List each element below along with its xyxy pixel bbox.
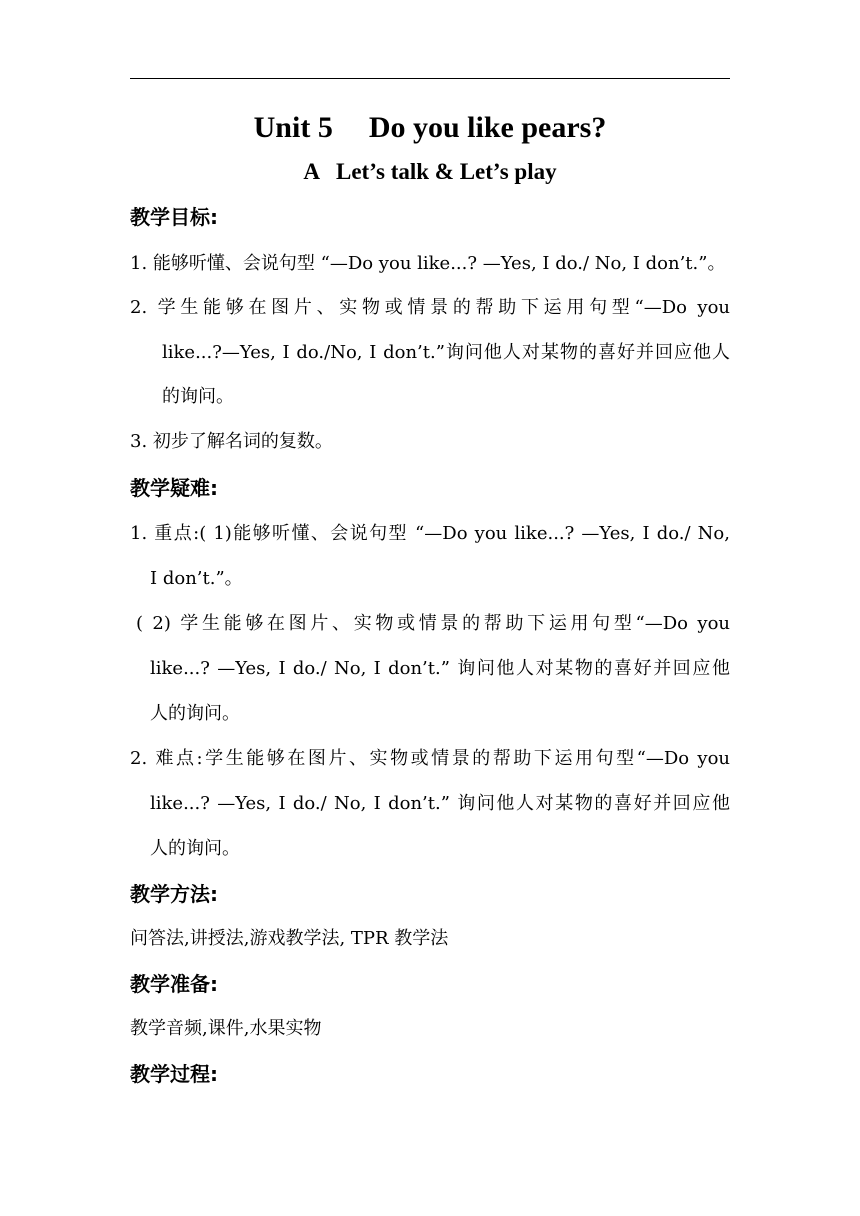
- difficulty-item-2: ( 2) 学生能够在图片、实物或情景的帮助下运用句型“—Do you: [136, 613, 730, 634]
- goal-item-2: 2. 学生能够在图片、实物或情景的帮助下运用句型“—Do you: [130, 297, 730, 318]
- difficulty-item-1: 1. 重点:( 1)能够听懂、会说句型 “—Do you like...? —Yes, I do./ No,: [130, 523, 730, 544]
- goals-heading: 教学目标:: [130, 205, 218, 229]
- difficulty-item-3-cont: like...? —Yes, I do./ No, I don’t.” 询问他人对某物的喜好并回应他: [150, 793, 730, 814]
- difficulty-item-1-cont: I don’t.”。: [150, 568, 243, 589]
- goal-item-2-end: 的询问。: [162, 386, 234, 407]
- goal-item-3: 3. 初步了解名词的复数。: [130, 431, 333, 452]
- goal-item-1: 1. 能够听懂、会说句型 “—Do you like...? —Yes, I do./ No, I don’t.”。: [130, 253, 726, 274]
- difficulty-item-2-cont: like...? —Yes, I do./ No, I don’t.” 询问他人对某物的喜好并回应他: [150, 658, 730, 679]
- unit-label: Unit 5: [253, 111, 333, 144]
- page-title: [0, 108, 860, 148]
- methods-text: 问答法,讲授法,游戏教学法, TPR 教学法: [130, 928, 449, 949]
- unit-topic: Do you like pears?: [368, 111, 607, 144]
- difficulty-item-3: 2. 难点:学生能够在图片、实物或情景的帮助下运用句型“—Do you: [130, 748, 730, 769]
- part-label: A: [303, 159, 320, 184]
- goal-item-2-cont: like...?—Yes, I do./No, I don’t.”询问他人对某物的喜好并回应他人: [162, 342, 730, 363]
- page-subtitle: [0, 156, 860, 188]
- preparation-text: 教学音频,课件,水果实物: [130, 1018, 322, 1039]
- preparation-heading: 教学准备:: [130, 972, 218, 996]
- difficulties-heading: 教学疑难:: [130, 476, 218, 500]
- difficulty-item-3-end: 人的询问。: [150, 838, 240, 859]
- process-heading: 教学过程:: [130, 1062, 218, 1086]
- part-name: Let’s talk & Let’s play: [336, 159, 557, 184]
- header-rule: [130, 78, 730, 79]
- methods-heading: 教学方法:: [130, 882, 218, 906]
- difficulty-item-2-end: 人的询问。: [150, 703, 240, 724]
